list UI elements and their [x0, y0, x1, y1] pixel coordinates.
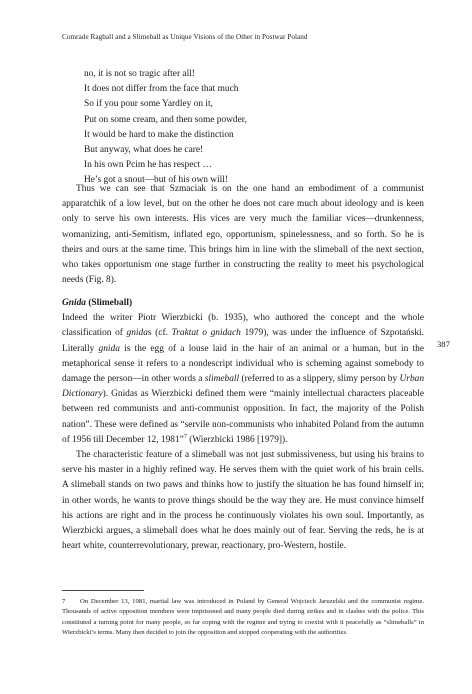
text-run: 1979), was under the influence of Szpotański. Literally — [62, 328, 424, 354]
text-run-italic: gnida — [126, 328, 148, 339]
section-heading-term: Gnida — [62, 298, 86, 308]
poem-line: Put on some cream, and then some powder, — [84, 114, 247, 125]
text-run-italic: slimeball — [204, 374, 240, 385]
text-run: s (cf. — [147, 328, 172, 339]
text-run-italic: Traktat o gnidach — [171, 328, 241, 339]
footnote — [62, 597, 424, 639]
poem-line: In his own Pcim he has respect … — [84, 160, 212, 171]
running-header: Comrade Ragball and a Slimeball as Unique Visions of the Other in Postwar Poland — [62, 33, 308, 41]
poem-block — [84, 67, 247, 189]
text-run-italic: Urban Dictionary — [62, 374, 425, 400]
section-gnida — [62, 296, 424, 554]
poem-line: It does not differ from the face that much — [84, 84, 239, 95]
section-heading — [62, 296, 424, 311]
footnote-reference[interactable]: 7 — [183, 433, 187, 440]
text-run-italic: gnida — [98, 343, 120, 354]
poem-line: It would be hard to make the distinction — [84, 129, 234, 140]
page-number: 387 — [437, 339, 450, 349]
text-run: (Wierzbicki 1986 [1979]). — [186, 434, 288, 445]
footnote-number: 7 — [62, 598, 66, 605]
text-run: is the egg of a louse laid in the hair of an animal or a human, but in the metaphorical sense it refers to a nondescript individual who is scheming against somebody to damage the person—in other words a — [62, 343, 424, 385]
text-run: Indeed the writer Piotr Wierzbicki (b. 1935), who authored the concept and the whole classification of — [62, 313, 424, 339]
footnote-divider — [62, 590, 144, 591]
text-run: (referred to as a slippery, slimy person by — [239, 374, 400, 385]
text-run: ). Gnidas as Wierzbicki defined them were “mainly intellectual characters placeable between red communists and anti-communist opposition. In fact, the majority of the Polish nation”. These were defined as “servile non-communists who inhabited Poland from the autumn of 1956 till December 12, 1981” — [62, 389, 424, 445]
section-heading-gloss: (Slimeball) — [85, 298, 133, 308]
paragraph-szmaciak: Thus we can see that Szmaciak is on the one hand an embodiment of a communist apparatchik of a low level, but on the other he does not care much about ideology and is keen only to serve his own interests. His vices are very much the familiar vices—drunkenness, womanizing, anti-Semitism, inflated ego, opportunism, spinelessness, and so forth. So he is theirs and ours at the same time. This brings him in line with the slimeball of the next section, who takes opportunism one stage further in constructing the reality to meet his psychological needs (Fig. 8). — [62, 184, 424, 286]
poem-line: no, it is not so tragic after all! — [84, 69, 195, 79]
footnote-text: On December 13, 1981, martial law was introduced in Poland by General Wojciech Jaruzelski and the communist regime. Thousands of active opposition members were imprisoned and many people died during strikes and in clashes with the police. This constituted a turning point for many people, so far coping with the regime and trying to coexist with it peacefully as “slimeballs” in Wierzbicki’s terms. Many then decided to join the opposition and stopped cooperating with the authorities. — [62, 598, 424, 637]
poem-line: He’s got a snout—but of his own will! — [84, 175, 229, 186]
paragraph-slimeball-traits: The characteristic feature of a slimeball was not just submissiveness, but using his brains to serve his master in a highly refined way. He serves them with the quiet work of his brain cells. A slimeball stands on two paws and thinks how to justify the situation he has found himself in; in other words, he wants to prove things should be the way they are. He must convince himself his actions are right and in the process he continuously violates his own soul. Importantly, as Wierzbicki argues, a slimeball does what he does mainly out of fear. Serving the reds, he is at heart white, counterrevolutionary, prewar, reactionary, pro-Western, hostile. — [62, 450, 424, 552]
paragraph-gnida-definition — [62, 311, 424, 448]
poem-line: But anyway, what does he care! — [84, 145, 204, 156]
poem-line: So if you pour some Yardley on it, — [84, 99, 213, 110]
